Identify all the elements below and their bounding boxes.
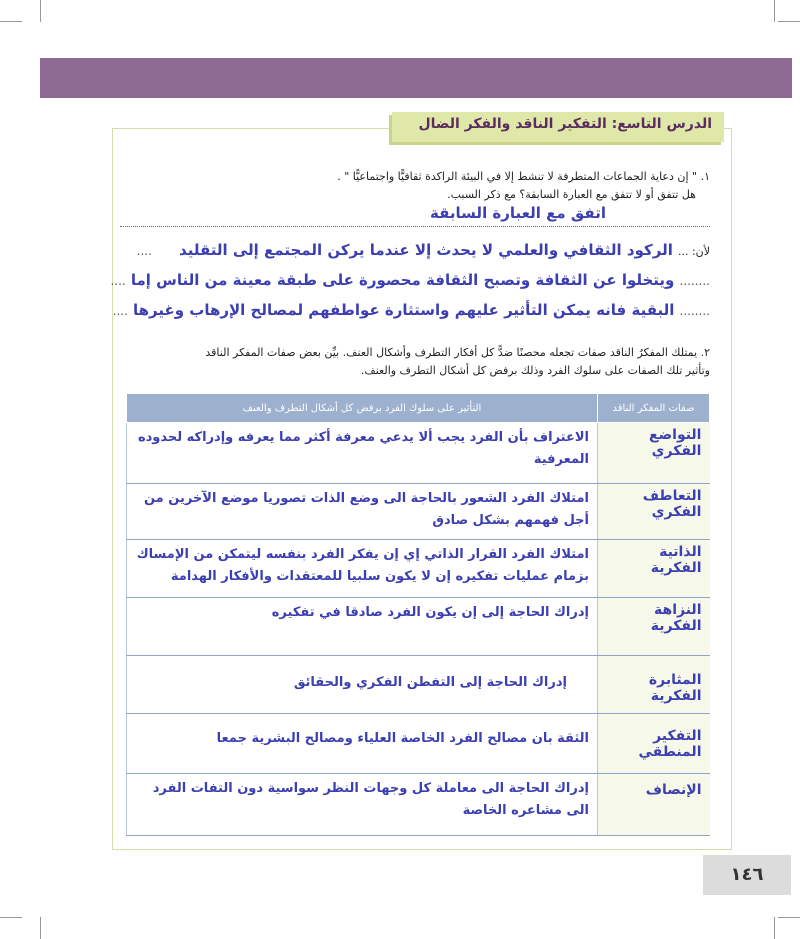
header-trait: صفات المفكر الناقد [598,394,710,423]
trait-cell: الإنصاف [598,774,710,836]
dots: ........ [679,304,710,318]
dots: ........ [679,274,710,288]
trait-cell: التفكير المنطقي [598,714,710,774]
q1-prompt: هل تتفق أو لا تتفق مع العبارة السابقة؟ مع ذكر السبب. [447,188,696,201]
effect-cell: امتلاك الفرد القرار الذاتي إي إن يفكر الفرد بنفسه ليتمكن من الإمساك بزمام عمليات تفكيره إن لا يكون سلبيا للمعتقدات والأفكار الهدامة [127,540,598,598]
table-row [127,484,710,540]
page-number-box [703,855,791,895]
trait-cell: المثابرة الفكرية [598,656,710,714]
crop-mark-top-right-v [774,0,775,22]
crop-mark-bottom-right-v [774,917,775,939]
table-row [127,714,710,774]
q1-quote: " إن دعاية الجماعات المتطرفة لا تنشط إلا في البيئة الراكدة ثقافيًّا واجتماعيًّا " . [337,170,698,183]
table-row [127,423,710,484]
traits-table [126,393,710,836]
crop-mark-bottom-right-h [778,917,800,918]
table-row [127,598,710,656]
answer-dotted-line [120,226,710,227]
trait-cell: الذاتية الفكرية [598,540,710,598]
dots: .... [136,244,152,258]
effect-cell: إدراك الحاجة إلى التفطن الفكري والحقائق [127,656,598,714]
table-row [127,774,710,836]
because-label: لأن: ... [677,245,710,258]
trait-cell: التواضع الفكري [598,423,710,484]
q1-answer-line-2 [120,240,710,259]
q2-text-1: يمتلك المفكرُ الناقد صفات تجعله محصنًا ضدًّ كل أفكار التطرف وأشكال العنف. بيِّن بعض صفات المفكر الناقد [205,346,698,359]
q2-line-2: وتأثير تلك الصفات على سلوك الفرد وذلك برفض كل أشكال التطرف والعنف. [360,364,710,377]
effect-cell: الثقة بان مصالح الفرد الخاصة العلياء ومصالح البشرية جمعا [127,714,598,774]
q2-number: ٢. [700,346,710,359]
crop-mark-top-left-h [0,21,22,22]
q1-answer-2: الركود الثقافي والعلمي لا يحدث إلا عندما يركن المجتمع إلى التقليد [179,241,673,259]
table-row [127,540,710,598]
effect-cell: الاعتراف بأن الفرد يجب ألا يدعي معرفة أكثر مما يعرفه وإدراكه لحدوده المعرفية [127,423,598,484]
q1-answer-3: ويتخلوا عن الثقافة وتصبح الثقافة محصورة على طبقة معينة من الناس إما [130,271,675,289]
q1-answer-line-3 [110,270,710,289]
q1-answer-line-4 [113,300,710,319]
effect-cell: إدراك الحاجة إلى إن يكون الفرد صادقا في تفكيره [127,598,598,656]
dots: .... [110,274,126,288]
table-row [127,656,710,714]
crop-mark-top-left-v [40,0,41,22]
table-header-row [127,394,710,423]
effect-cell: إدراك الحاجة الى معاملة كل وجهات النظر سواسية دون التفات الفرد الى مشاعره الخاصة [127,774,598,836]
lesson-title: الدرس التاسع: التفكير الناقد والفكر الضال [418,116,712,132]
header-effect: التأثير على سلوك الفرد برفض كل أشكال التطرف والعنف [127,394,598,423]
q2-line-1 [205,346,710,359]
crop-mark-bottom-left-h [0,917,22,918]
trait-cell: النزاهة الفكرية [598,598,710,656]
q1-answer-agree: اتفق مع العبارة السابقة [430,204,606,222]
lesson-title-tab [392,112,724,142]
trait-cell: التعاطف الفكري [598,484,710,540]
page-number: ١٤٦ [730,864,764,885]
q1-answer-4: البقية فانه يمكن التأثير عليهم واستثارة عواطفهم لمصالح الإرهاب وغيرها [132,301,675,319]
header-band [40,58,792,98]
crop-mark-top-right-h [778,21,800,22]
effect-cell: امتلاك الفرد الشعور بالحاجة الى وضع الذات تصوريا موضع الآخرين من أجل فهمهم بشكل صادق [127,484,598,540]
dots: .... [112,304,128,318]
crop-mark-bottom-left-v [40,917,41,939]
q1-quote-line [337,170,710,183]
q1-number: ١. [700,170,710,183]
